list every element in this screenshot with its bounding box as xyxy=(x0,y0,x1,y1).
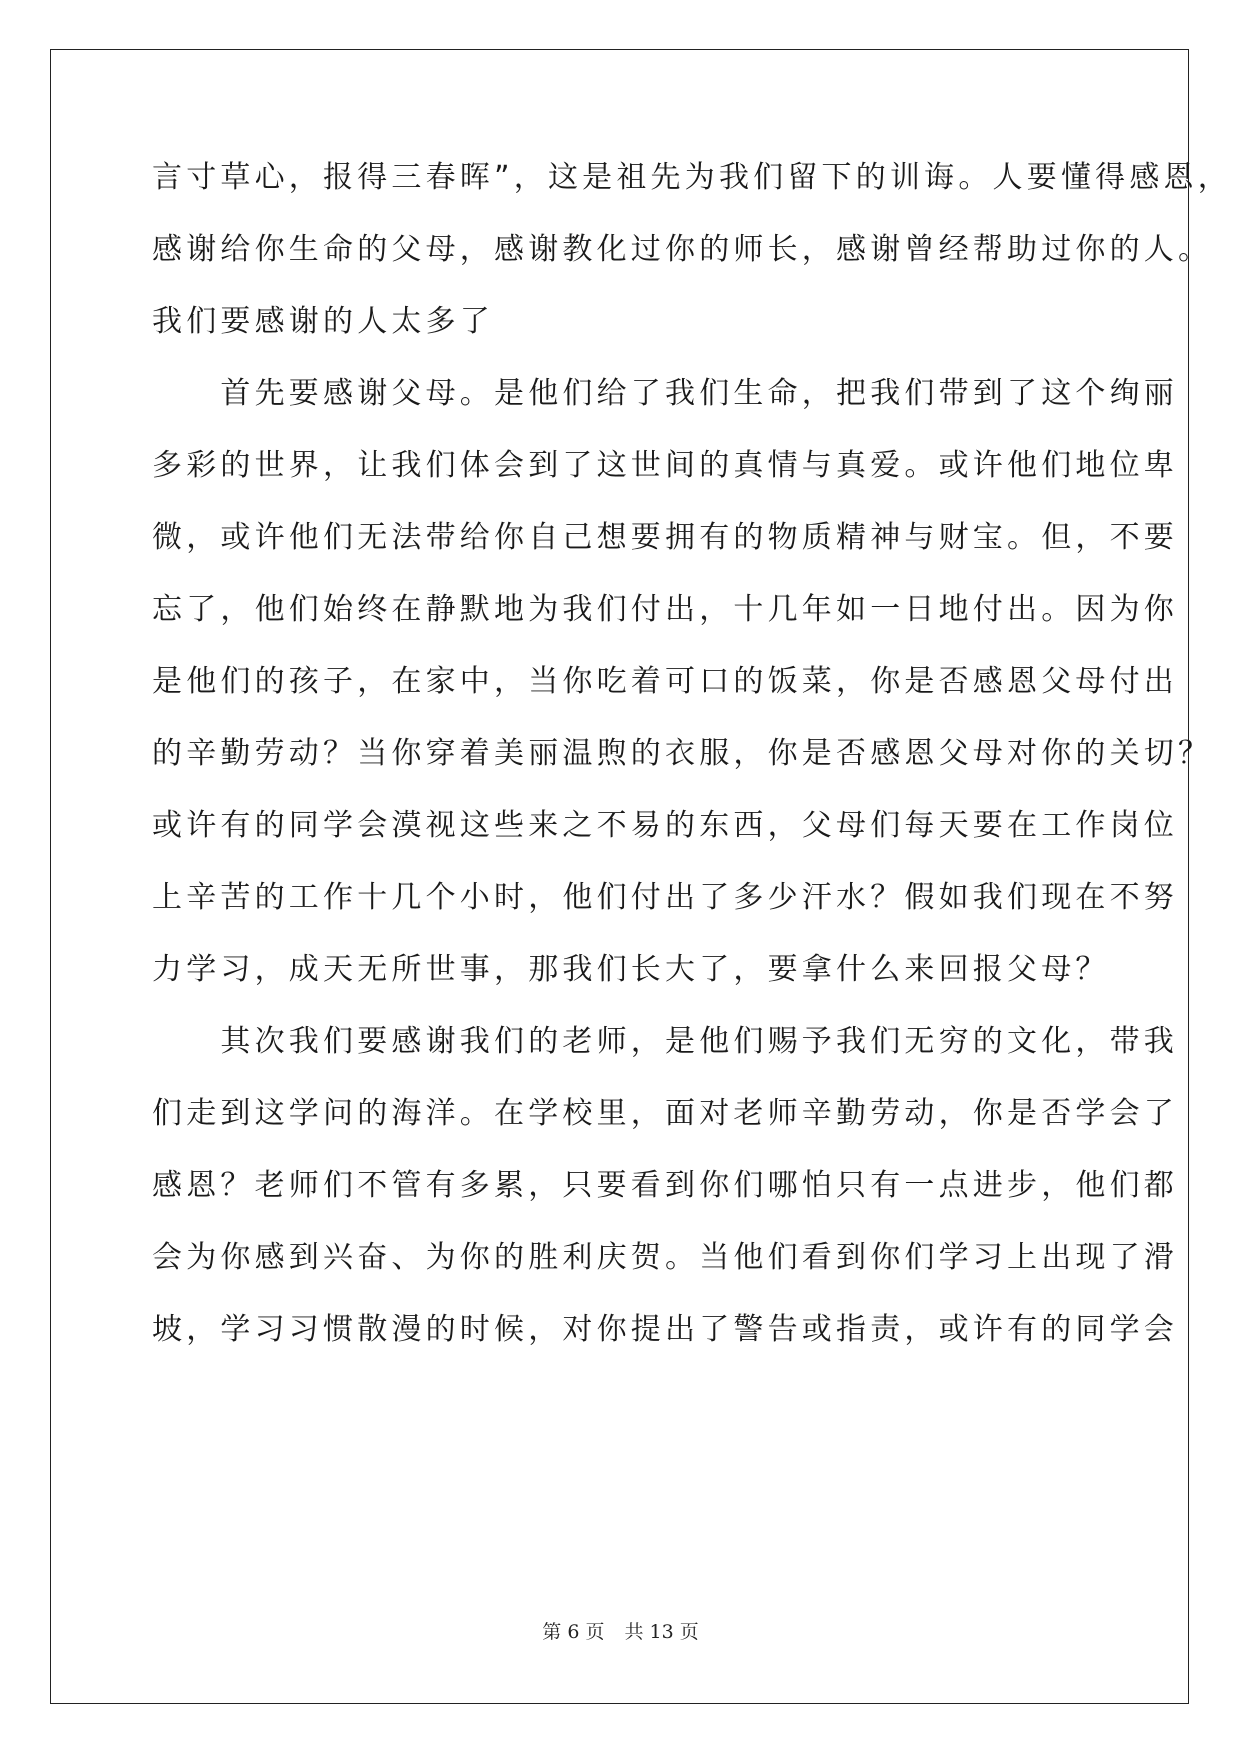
page-total: 共 13 页 xyxy=(624,1621,699,1643)
text-line: 力学习，成天无所世事，那我们长大了，要拿什么来回报父母？ xyxy=(152,952,1110,987)
text-line: 会为你感到兴奋、为你的胜利庆贺。当他们看到你们学习上出现了滑 xyxy=(152,1240,1178,1275)
text-line: 我们要感谢的人太多了 xyxy=(152,304,494,339)
text-line: 微，或许他们无法带给你自己想要拥有的物质精神与财宝。但，不要 xyxy=(152,520,1178,555)
text-line: 或许有的同学会漠视这些来之不易的东西，父母们每天要在工作岗位 xyxy=(152,808,1178,843)
text-line: 上辛苦的工作十几个小时，他们付出了多少汗水？假如我们现在不努 xyxy=(152,880,1178,915)
text-line: 坡，学习习惯散漫的时候，对你提出了警告或指责，或许有的同学会 xyxy=(152,1312,1178,1347)
text-line: 忘了，他们始终在静默地为我们付出，十几年如一日地付出。因为你 xyxy=(152,592,1178,627)
text-line: 们走到这学问的海洋。在学校里，面对老师辛勤劳动，你是否学会了 xyxy=(152,1096,1178,1131)
page-frame xyxy=(50,49,1189,1704)
text-line: 感恩？老师们不管有多累，只要看到你们哪怕只有一点进步，他们都 xyxy=(152,1168,1178,1203)
page-number: 第 6 页 xyxy=(542,1621,605,1643)
paragraph-start-line: 其次我们要感谢我们的老师，是他们赐予我们无穷的文化，带我 xyxy=(152,1024,1178,1059)
paragraph-start-line: 首先要感谢父母。是他们给了我们生命，把我们带到了这个绚丽 xyxy=(152,376,1178,411)
page-footer xyxy=(0,1620,1241,1644)
text-line: 是他们的孩子，在家中，当你吃着可口的饭菜，你是否感恩父母付出 xyxy=(152,664,1178,699)
text-line: 的辛勤劳动？当你穿着美丽温煦的衣服，你是否感恩父母对你的关切？ xyxy=(152,736,1213,771)
text-line: 感谢给你生命的父母，感谢教化过你的师长，感谢曾经帮助过你的人。 xyxy=(152,232,1213,267)
text-line: 多彩的世界，让我们体会到了这世间的真情与真爱。或许他们地位卑 xyxy=(152,448,1178,483)
text-line: 言寸草心，报得三春晖”，这是祖先为我们留下的训诲。人要懂得感恩， xyxy=(152,160,1232,195)
